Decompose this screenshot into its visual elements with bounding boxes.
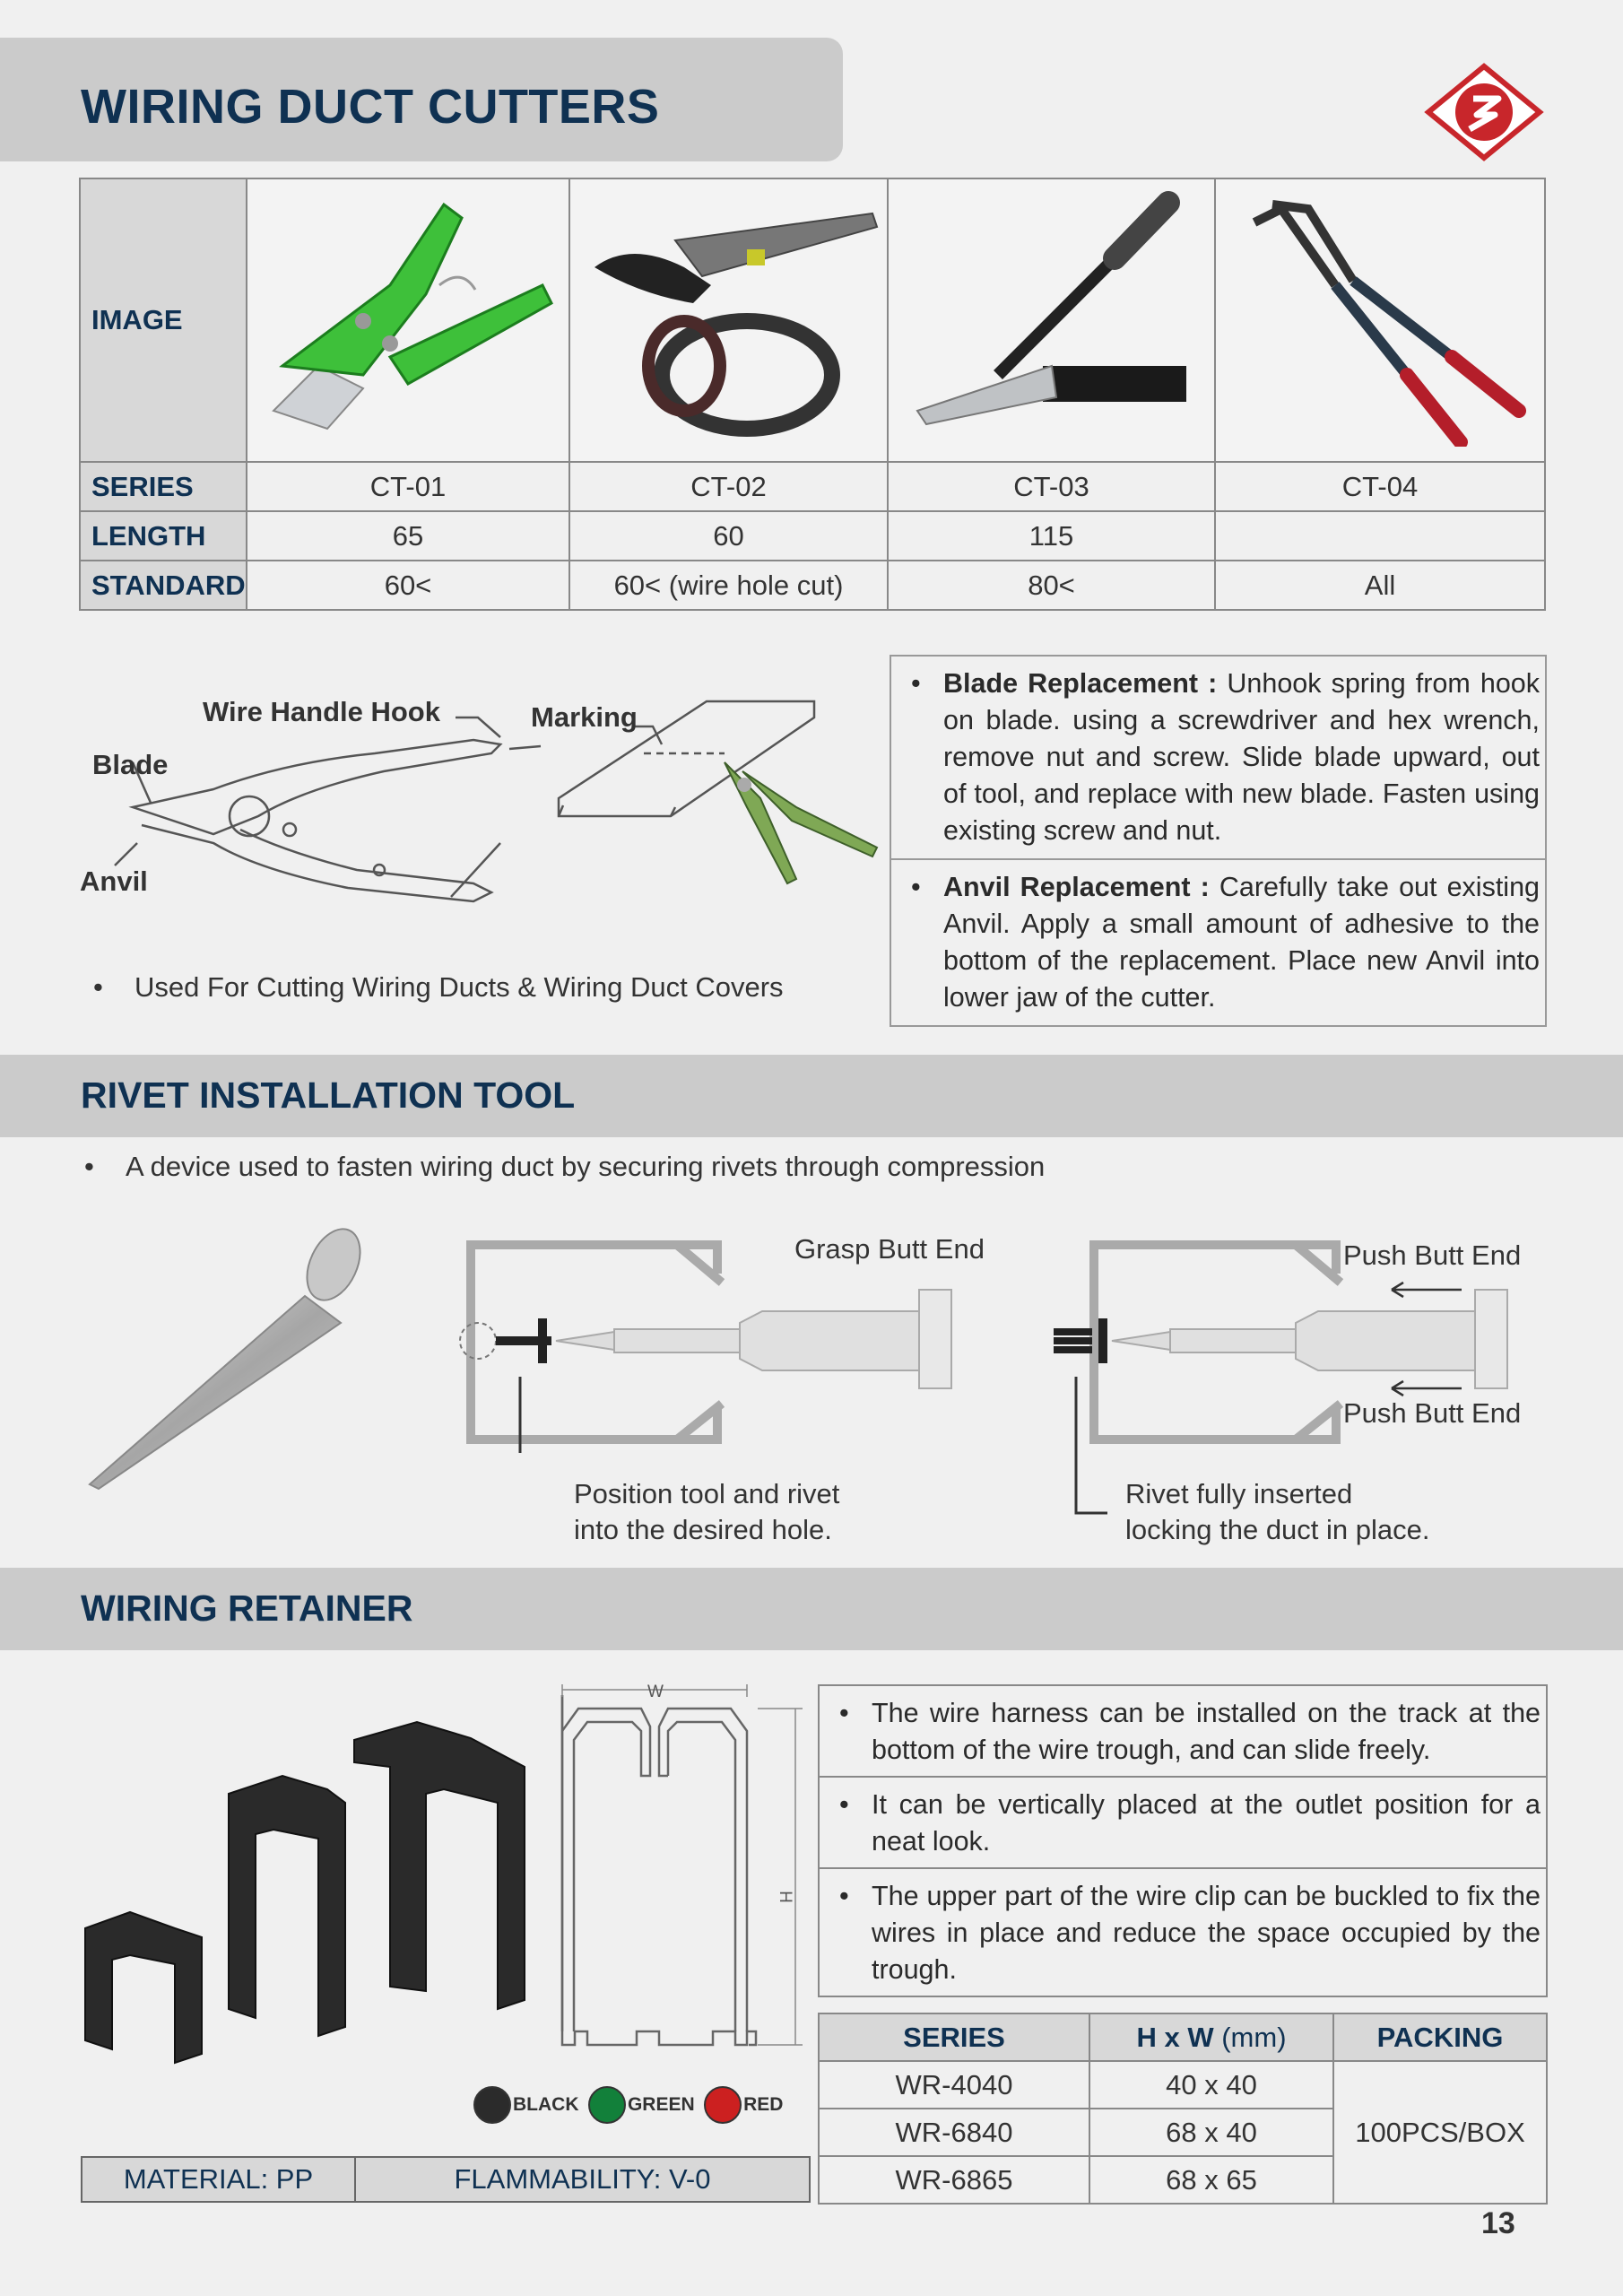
note-anvil-replacement: • Anvil Replacement : Carefully take out existing Anvil. Apply a small amount of adhesive to the bottom of the replacement. Place new Anvil into lower jaw of the cutter. (891, 858, 1545, 1025)
color-label-green: GREEN (627, 2094, 695, 2115)
color-swatch-red (704, 2086, 742, 2124)
cutter-spec-table (79, 178, 1546, 611)
cutter-maintenance-notes (890, 655, 1547, 1027)
series-ct01: CT-01 (247, 462, 569, 511)
color-label-black: BLACK (513, 2094, 579, 2115)
series-ct02: CT-02 (569, 462, 888, 511)
product-image-ct04 (1215, 178, 1545, 462)
table-cell-packing: 100PCS/BOX (1333, 2061, 1547, 2204)
retainer-spec-table (818, 2013, 1548, 2205)
rivet-step1-caption-line2: into the desired hole. (574, 1514, 832, 1545)
color-swatch-black (473, 2086, 511, 2124)
length-ct03: 115 (888, 511, 1215, 561)
table-cell-size: 68 x 65 (1089, 2156, 1333, 2204)
label-push-butt-end-top: Push Butt End (1343, 1239, 1522, 1271)
color-label-red: RED (743, 2094, 784, 2115)
cutter-usage-bullet: • Used For Cutting Wiring Ducts & Wiring Duct Covers (135, 971, 784, 1004)
rivet-step1-caption-line1: Position tool and rivet (574, 1478, 840, 1509)
row-label-image: IMAGE (80, 178, 247, 462)
label-anvil: Anvil (80, 865, 148, 897)
retainer-note-2: • It can be vertically placed at the outlet position for a neat look. (820, 1776, 1546, 1867)
company-logo-icon (1421, 63, 1547, 161)
rivet-description: • A device used to fasten wiring duct by securing rivets through compression (126, 1151, 1045, 1183)
standard-ct02: 60< (wire hole cut) (569, 561, 888, 610)
retainer-section-banner (0, 1568, 1623, 1650)
standard-ct01: 60< (247, 561, 569, 610)
row-label-length: LENGTH (80, 511, 247, 561)
label-wire-handle-hook: Wire Handle Hook (203, 696, 440, 727)
retainer-dimension-drawing (551, 1677, 812, 2063)
product-image-ct03 (888, 178, 1215, 462)
label-blade: Blade (92, 749, 169, 780)
header-series: SERIES (819, 2013, 1089, 2061)
series-ct03: CT-03 (888, 462, 1215, 511)
length-ct04 (1215, 511, 1545, 561)
table-cell-series: WR-6840 (819, 2109, 1089, 2156)
standard-ct04: All (1215, 561, 1545, 610)
page-number: 13 (1481, 2206, 1515, 2240)
row-label-standard: STANDARD (80, 561, 247, 610)
flammability-cell: FLAMMABILITY: V-0 (355, 2157, 810, 2202)
retainer-feature-notes (818, 1684, 1548, 1997)
table-cell-size: 40 x 40 (1089, 2061, 1333, 2109)
page-title: WIRING DUCT CUTTERS (81, 80, 660, 134)
product-image-ct02 (569, 178, 888, 462)
material-cell: MATERIAL: PP (82, 2157, 355, 2202)
note-blade-replacement: • Blade Replacement : Unhook spring from hook on blade. using a screwdriver and hex wrench, remove nut and screw. Slide blade upward, out of tool, and replace with new blade. Fasten using existing screw and nut. (891, 657, 1545, 858)
label-grasp-butt-end: Grasp Butt End (794, 1233, 985, 1265)
product-image-ct01 (247, 178, 569, 462)
title-banner (0, 38, 843, 161)
row-label-series: SERIES (80, 462, 247, 511)
dimension-label-w: W (647, 1683, 664, 1701)
standard-ct03: 80< (888, 561, 1215, 610)
rivet-section-banner (0, 1055, 1623, 1137)
table-cell-series: WR-6865 (819, 2156, 1089, 2204)
series-ct04: CT-04 (1215, 462, 1545, 511)
rivet-step2-caption-line1: Rivet fully inserted (1125, 1478, 1353, 1509)
rivet-step2-caption-line2: locking the duct in place. (1125, 1514, 1430, 1545)
table-cell-series: WR-4040 (819, 2061, 1089, 2109)
retainer-product-photo (76, 1704, 542, 2081)
header-packing: PACKING (1333, 2013, 1547, 2061)
retainer-note-3: • The upper part of the wire clip can be buckled to fix the wires in place and reduce the space occupied by the trough. (820, 1867, 1546, 1996)
rivet-tool-photo (81, 1224, 439, 1493)
color-options (473, 2086, 783, 2124)
length-ct01: 65 (247, 511, 569, 561)
rivet-section-title: RIVET INSTALLATION TOOL (81, 1074, 576, 1116)
length-ct02: 60 (569, 511, 888, 561)
material-table (81, 2156, 811, 2203)
header-hxw: H x W (mm) (1089, 2013, 1333, 2061)
label-marking: Marking (531, 701, 638, 733)
table-cell-size: 68 x 40 (1089, 2109, 1333, 2156)
retainer-section-title: WIRING RETAINER (81, 1587, 413, 1629)
cutter-parts-diagram (79, 691, 886, 933)
dimension-label-h: H (775, 1891, 794, 1903)
retainer-note-1: • The wire harness can be installed on the track at the bottom of the wire trough, and can slide freely. (820, 1686, 1546, 1776)
color-swatch-green (588, 2086, 626, 2124)
label-push-butt-end-bottom: Push Butt End (1343, 1397, 1522, 1429)
